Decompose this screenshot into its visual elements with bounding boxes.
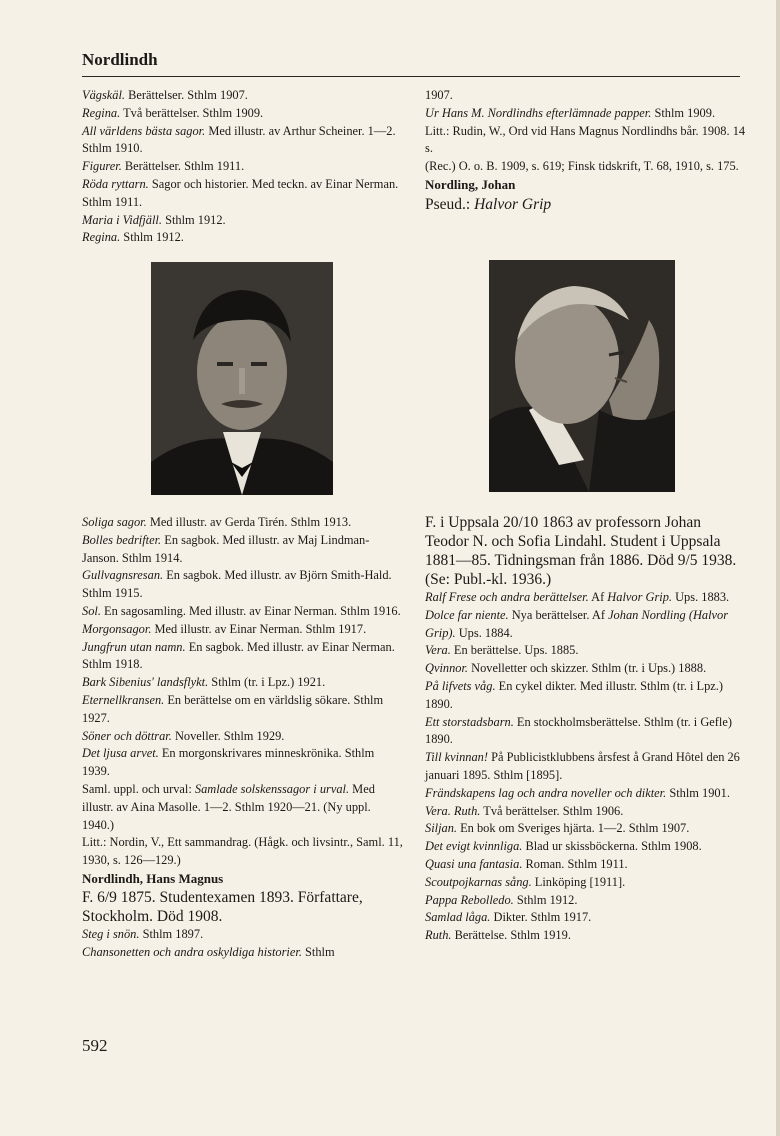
right-column-bottom (425, 513, 747, 945)
bib-entry: Eternellkransen. En berättelse om en världslig sökare. Sthlm 1927. (82, 692, 384, 725)
bib-entry: All världens bästa sagor. Med illustr. av Arthur Scheiner. 1—2. Sthlm 1910. (82, 123, 396, 156)
bib-entry: Vägskäl. Berättelser. Sthlm 1907. (82, 88, 248, 102)
page-edge (776, 0, 780, 1136)
author-bio: F. 6/9 1875. Studentexamen 1893. Författare, Stockholm. Död 1908. (82, 888, 363, 925)
bib-entry: Dolce far niente. Nya berättelser. Af Johan Nordling (Halvor Grip). Ups. 1884. (425, 607, 729, 640)
bib-entry: Ralf Frese och andra berättelser. Af Halvor Grip. Ups. 1883. (425, 590, 730, 604)
bib-entry: Soliga sagor. Med illustr. av Gerda Tirén. Sthlm 1913. (82, 515, 352, 529)
running-head: Nordlindh (82, 50, 158, 69)
right-column-top (425, 87, 747, 215)
review-note: (Rec.) O. o. B. 1909, s. 619; Finsk tidskrift, T. 68, 1910, s. 175. (425, 159, 739, 174)
bib-entry: Siljan. En bok om Sveriges hjärta. 1—2. Sthlm 1907. (425, 821, 690, 836)
bib-entry: Söner och döttrar. Noveller. Sthlm 1929. (82, 728, 285, 743)
bib-entry: Vera. Ruth. Två berättelser. Sthlm 1906. (425, 803, 624, 818)
portrait-hans-magnus-nordlindh (151, 262, 333, 495)
bib-entry: På lifvets våg. En cykel dikter. Med illustr. Sthlm (tr. i Lpz.) 1890. (425, 678, 724, 711)
portrait-johan-nordling (489, 260, 675, 492)
bib-entry: Regina. Två berättelser. Sthlm 1909. (82, 105, 264, 120)
left-column-top (82, 87, 404, 247)
collected-editions: Saml. uppl. och urval: Samlade solskenssagor i urval. Med illustr. av Aina Masolle. 1—2. Sthlm 1920—21. (Ny uppl. 1940.) (82, 781, 375, 832)
left-column-bottom (82, 514, 404, 961)
bib-entry: 1907. (425, 88, 453, 102)
bib-entry: Qvinnor. Novelletter och skizzer. Sthlm (tr. i Ups.) 1888. (425, 661, 707, 676)
bib-entry: Maria i Vidfjäll. Sthlm 1912. (82, 212, 226, 227)
bib-entry: Gullvagnsresan. En sagbok. Med illustr. av Björn Smith-Hald. Sthlm 1915. (82, 568, 392, 601)
pseudonym: Pseud.: Halvor Grip (425, 195, 552, 213)
bib-entry: Ur Hans M. Nordlindhs efterlämnade papper. Sthlm 1909. (425, 105, 716, 120)
bib-entry: Frändskapens lag och andra noveller och dikter. Sthlm 1901. (425, 785, 730, 800)
bib-entry: Vera. En berättelse. Ups. 1885. (425, 643, 579, 658)
bib-entry: Bark Sibenius' landsflykt. Sthlm (tr. i Lpz.) 1921. (82, 675, 326, 690)
literature-note: Litt.: Nordin, V., Ett sammandrag. (Hågk. och livsintr., Saml. 11, 1930, s. 126—129.) (82, 835, 403, 868)
bib-entry: Regina. Sthlm 1912. (82, 230, 184, 245)
literature-note: Litt.: Rudin, W., Ord vid Hans Magnus Nordlindhs bår. 1908. 14 s. (425, 123, 746, 156)
bib-entry: Steg i snön. Sthlm 1897. (82, 926, 204, 941)
page-number: 592 (82, 1036, 108, 1055)
bib-entry: Ruth. Berättelse. Sthlm 1919. (425, 928, 571, 943)
author-bio: F. i Uppsala 20/10 1863 av professorn Johan Teodor N. och Sofia Lindahl. Student i Uppsala 1881—85. Tidningsman från 1886. Död 9/5 1938. (Se: Publ.-kl. 1936.) (425, 514, 737, 588)
author-heading-nordling: Nordling, Johan (425, 176, 516, 192)
bib-entry: Scoutpojkarnas sång. Linköping [1911]. (425, 874, 626, 889)
bib-entry: Morgonsagor. Med illustr. av Einar Nerman. Sthlm 1917. (82, 621, 367, 636)
bib-entry: Figurer. Berättelser. Sthlm 1911. (82, 159, 245, 174)
bib-entry: Till kvinnan! På Publicistklubbens årsfest å Grand Hôtel den 26 januari 1895. Sthlm [1895]. (425, 750, 740, 782)
bib-entry: Det ljusa arvet. En morgonskrivares minneskrönika. Sthlm 1939. (82, 746, 375, 779)
bib-entry: Jungfrun utan namn. En sagbok. Med illustr. av Einar Nerman. Sthlm 1918. (82, 639, 395, 672)
bib-entry: Samlad låga. Dikter. Sthlm 1917. (425, 910, 592, 925)
bib-entry: Bolles bedrifter. En sagbok. Med illustr. av Maj Lindman-Janson. Sthlm 1914. (82, 532, 370, 565)
header-rule (82, 76, 740, 77)
bib-entry: Ett storstadsbarn. En stockholmsberättelse. Sthlm (tr. i Gefle) 1890. (425, 714, 732, 747)
bib-entry: Quasi una fantasia. Roman. Sthlm 1911. (425, 856, 628, 871)
bib-entry: Sol. En sagosamling. Med illustr. av Einar Nerman. Sthlm 1916. (82, 603, 401, 618)
bib-entry: Chansonetten och andra oskyldiga historier. Sthlm (82, 944, 335, 959)
bib-entry: Röda ryttarn. Sagor och historier. Med teckn. av Einar Nerman. Sthlm 1911. (82, 176, 399, 209)
author-heading-hans-magnus: Nordlindh, Hans Magnus (82, 870, 224, 886)
bib-entry: Pappa Rebolledo. Sthlm 1912. (425, 892, 578, 907)
bib-entry: Det evigt kvinnliga. Blad ur skissböckerna. Sthlm 1908. (425, 839, 702, 854)
